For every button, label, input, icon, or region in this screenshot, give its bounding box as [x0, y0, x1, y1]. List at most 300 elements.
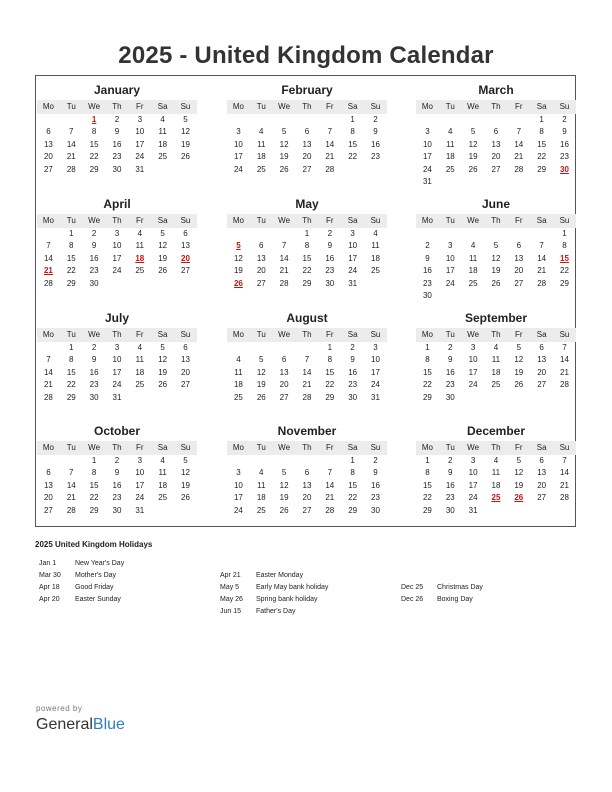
day-cell: 30 [89, 392, 99, 402]
empty-day-cell [250, 114, 273, 126]
day-cell: 8 [562, 241, 567, 251]
day-cell: 3 [137, 456, 143, 465]
day-cell: 28 [66, 505, 76, 515]
day-cell: 10 [445, 253, 455, 263]
day-cell: 5 [516, 456, 522, 465]
day-cell: 6 [183, 343, 188, 352]
day-cell: 2 [562, 115, 567, 124]
day-cell: 16 [560, 139, 569, 149]
weekday-label: Fr [136, 330, 144, 339]
day-cell: 20 [302, 493, 312, 503]
calendar-grid [35, 75, 576, 527]
week-row [227, 367, 387, 379]
day-cell: 10 [112, 355, 122, 365]
weekday-label: Mo [421, 102, 433, 111]
week-row [37, 114, 197, 126]
day-cell: 25 [256, 505, 266, 515]
week-row [227, 164, 387, 176]
weekday-label: Th [112, 443, 122, 452]
week-row [416, 480, 576, 492]
week-row [416, 290, 576, 302]
day-cell: 18 [371, 253, 380, 263]
day-cell: 16 [89, 253, 99, 263]
day-cell: 27 [279, 392, 289, 402]
day-cell: 19 [514, 367, 524, 377]
weekday-label: Fr [515, 102, 523, 111]
day-cell: 13 [181, 241, 190, 251]
weekday-label: Su [370, 330, 381, 339]
empty-day-cell [507, 392, 530, 404]
day-cell: 7 [69, 468, 74, 478]
day-cell: 21 [279, 266, 289, 276]
month-name: September [464, 311, 528, 325]
empty-day-cell [439, 228, 462, 240]
day-cell: 19 [256, 380, 266, 390]
day-cell: 21 [43, 266, 53, 276]
day-cell: 5 [470, 127, 476, 137]
day-cell: 2 [91, 229, 97, 238]
day-cell: 21 [514, 152, 524, 162]
weekday-label: Sa [536, 216, 547, 225]
empty-day-cell [227, 114, 250, 126]
day-cell: 11 [446, 139, 455, 149]
week-row [227, 278, 387, 290]
day-cell: 9 [448, 468, 453, 478]
week-row [416, 505, 576, 517]
week-row [37, 505, 197, 517]
weekday-label: Tu [256, 102, 266, 111]
day-cell: 12 [158, 355, 168, 365]
day-cell: 19 [233, 266, 243, 276]
day-cell: 8 [425, 355, 430, 365]
day-cell: 13 [181, 355, 190, 365]
day-cell: 2 [91, 343, 97, 352]
day-cell: 9 [114, 468, 120, 478]
day-cell: 23 [348, 380, 358, 390]
empty-day-cell [530, 228, 553, 240]
powered-by-label: powered by [36, 704, 83, 713]
empty-day-cell [341, 164, 364, 176]
day-cell: 15 [348, 139, 358, 149]
day-cell: 12 [181, 127, 190, 137]
weekday-label: Mo [42, 216, 54, 225]
day-cell: 16 [89, 367, 99, 377]
empty-day-cell [151, 392, 174, 404]
day-cell: 3 [425, 127, 430, 137]
weekday-label: Th [491, 216, 501, 225]
day-cell: 12 [233, 253, 243, 263]
empty-day-cell [416, 114, 439, 126]
day-cell: 27 [514, 278, 524, 288]
holiday-item [39, 570, 124, 582]
month-april [37, 194, 197, 290]
week-row [227, 392, 387, 404]
day-cell: 2 [350, 343, 355, 352]
day-cell: 22 [66, 380, 76, 390]
day-cell: 19 [181, 480, 190, 490]
day-cell: 8 [304, 241, 310, 251]
weekday-label: We [467, 102, 480, 111]
day-cell: 17 [445, 266, 455, 276]
day-cell: 16 [445, 480, 455, 490]
day-cell: 9 [562, 127, 567, 137]
weekday-label: Sa [536, 330, 547, 339]
holiday-name: Early May bank holiday [256, 584, 329, 591]
day-cell: 7 [304, 355, 310, 365]
empty-day-cell [37, 342, 60, 354]
day-cell: 5 [160, 229, 165, 238]
day-cell: 29 [422, 505, 432, 515]
day-cell: 30 [445, 392, 455, 402]
day-cell: 10 [468, 468, 478, 478]
day-cell: 30 [560, 164, 569, 174]
day-cell: 1 [91, 456, 97, 465]
holiday-column [39, 558, 124, 606]
day-cell: 26 [491, 278, 501, 288]
empty-day-cell [174, 278, 197, 290]
day-cell: 22 [560, 266, 569, 276]
day-cell: 17 [422, 152, 432, 162]
day-cell: 30 [422, 290, 432, 300]
day-cell: 25 [135, 266, 145, 276]
month-august [227, 308, 387, 404]
day-cell: 21 [66, 493, 76, 503]
holiday-item [39, 582, 124, 594]
week-row [416, 240, 576, 252]
day-cell: 7 [46, 241, 51, 251]
weekday-label: Sa [347, 443, 358, 452]
day-cell: 23 [371, 493, 380, 503]
holiday-name: Christmas Day [437, 584, 483, 591]
day-cell: 26 [256, 392, 266, 402]
holidays-heading: 2025 United Kingdom Holidays [35, 540, 153, 549]
month-june [416, 194, 576, 302]
empty-day-cell [416, 228, 439, 240]
day-cell: 13 [302, 139, 312, 149]
day-cell: 15 [89, 139, 99, 149]
day-cell: 6 [46, 468, 51, 478]
brand-blue: Blue [92, 716, 125, 733]
empty-day-cell [318, 455, 341, 467]
day-cell: 15 [537, 139, 547, 149]
weekday-label: Th [302, 216, 312, 225]
empty-day-cell [37, 228, 60, 240]
day-cell: 4 [448, 127, 453, 137]
empty-day-cell [227, 228, 250, 240]
holiday-date: Apr 20 [39, 596, 60, 603]
day-cell: 19 [279, 152, 289, 162]
weekday-label: Fr [326, 216, 334, 225]
day-cell: 23 [422, 278, 432, 288]
day-cell: 13 [256, 253, 266, 263]
day-cell: 15 [422, 480, 432, 490]
weekday-label: Mo [232, 330, 244, 339]
day-cell: 23 [89, 380, 99, 390]
day-cell: 29 [537, 164, 547, 174]
day-cell: 13 [491, 139, 501, 149]
day-cell: 21 [537, 266, 547, 276]
month-name: April [103, 197, 131, 211]
weekday-label: We [88, 443, 101, 452]
day-cell: 8 [91, 127, 97, 137]
week-row [416, 176, 576, 188]
week-row [37, 392, 197, 404]
day-cell: 28 [560, 380, 569, 390]
day-cell: 26 [514, 380, 524, 390]
weekday-header [416, 100, 576, 114]
day-cell: 22 [348, 493, 358, 503]
empty-day-cell [151, 278, 174, 290]
week-row [416, 151, 576, 163]
day-cell: 28 [43, 278, 53, 288]
holiday-item [39, 558, 124, 570]
empty-day-cell [462, 114, 485, 126]
day-cell: 13 [279, 367, 289, 377]
day-cell: 17 [371, 367, 380, 377]
day-cell: 26 [158, 266, 168, 276]
holiday-item [220, 594, 328, 606]
day-cell: 3 [448, 241, 453, 251]
empty-day-cell [364, 278, 387, 290]
weekday-label: We [278, 443, 291, 452]
day-cell: 3 [236, 127, 241, 137]
day-cell: 13 [514, 253, 524, 263]
empty-day-cell [462, 176, 485, 188]
day-cell: 15 [302, 253, 312, 263]
day-cell: 24 [112, 266, 122, 276]
day-cell: 20 [302, 152, 312, 162]
week-row [227, 126, 387, 138]
weekday-label: Sa [157, 102, 168, 111]
weekday-label: We [467, 443, 480, 452]
day-cell: 27 [43, 505, 53, 515]
weekday-label: Sa [347, 216, 358, 225]
day-cell: 15 [325, 367, 335, 377]
day-cell: 29 [560, 278, 569, 288]
day-cell: 29 [66, 392, 76, 402]
week-row [37, 278, 197, 290]
weekday-label: Fr [326, 102, 334, 111]
week-row [37, 164, 197, 176]
week-row [37, 265, 197, 277]
day-cell: 11 [158, 468, 167, 478]
weekday-header [227, 100, 387, 114]
weekday-label: Sa [536, 443, 547, 452]
week-row [227, 467, 387, 479]
day-cell: 30 [445, 505, 455, 515]
day-cell: 9 [448, 355, 453, 365]
day-cell: 1 [350, 115, 355, 124]
day-cell: 7 [516, 127, 522, 137]
day-cell: 13 [537, 468, 547, 478]
empty-day-cell [553, 505, 576, 517]
weekday-label: Tu [445, 443, 455, 452]
day-cell: 26 [181, 493, 190, 503]
weekday-label: Mo [42, 443, 54, 452]
day-cell: 21 [43, 380, 53, 390]
weekday-header [227, 214, 387, 228]
empty-day-cell [273, 114, 296, 126]
day-cell: 8 [327, 355, 333, 365]
generalblue-logo[interactable] [36, 716, 125, 734]
day-cell: 15 [422, 367, 432, 377]
day-cell: 22 [422, 380, 432, 390]
day-cell: 6 [539, 343, 544, 352]
day-cell: 29 [89, 164, 99, 174]
day-cell: 16 [325, 253, 335, 263]
day-cell: 29 [66, 278, 76, 288]
day-cell: 8 [69, 355, 74, 365]
week-row [227, 265, 387, 277]
day-cell: 10 [422, 139, 432, 149]
day-cell: 8 [350, 468, 355, 478]
empty-day-cell [553, 290, 576, 302]
day-cell: 25 [491, 380, 501, 390]
weekday-label: Su [370, 443, 381, 452]
weekday-label: Mo [421, 443, 433, 452]
day-cell: 5 [183, 115, 188, 124]
day-cell: 29 [348, 505, 358, 515]
day-cell: 20 [537, 367, 547, 377]
day-cell: 30 [348, 392, 358, 402]
day-cell: 14 [66, 139, 76, 149]
weekday-label: Th [112, 216, 122, 225]
month-name: May [295, 197, 319, 211]
day-cell: 28 [560, 493, 569, 503]
day-cell: 23 [371, 152, 380, 162]
day-cell: 1 [350, 456, 355, 465]
day-cell: 31 [422, 176, 432, 186]
day-cell: 1 [425, 456, 430, 465]
holiday-date: Dec 25 [401, 584, 424, 591]
weekday-label: Su [559, 443, 570, 452]
weekday-header [416, 441, 576, 455]
day-cell: 5 [281, 468, 287, 478]
month-name: June [481, 197, 510, 211]
day-cell: 24 [112, 380, 122, 390]
day-cell: 21 [66, 152, 76, 162]
day-cell: 1 [69, 229, 74, 238]
week-row [227, 492, 387, 504]
day-cell: 22 [422, 493, 432, 503]
day-cell: 14 [66, 480, 76, 490]
day-cell: 26 [233, 278, 243, 288]
day-cell: 25 [158, 152, 168, 162]
empty-day-cell [151, 505, 174, 517]
week-row [227, 228, 387, 240]
day-cell: 28 [537, 278, 547, 288]
empty-day-cell [507, 290, 530, 302]
day-cell: 7 [562, 343, 567, 352]
week-row [37, 139, 197, 151]
day-cell: 4 [493, 343, 499, 352]
day-cell: 25 [445, 164, 455, 174]
day-cell: 18 [491, 367, 501, 377]
weekday-label: Th [112, 102, 122, 111]
weekday-header [37, 100, 197, 114]
empty-day-cell [530, 176, 553, 188]
week-row [416, 379, 576, 391]
weekday-label: Su [180, 216, 191, 225]
empty-day-cell [37, 114, 60, 126]
day-cell: 16 [112, 480, 122, 490]
day-cell: 14 [43, 253, 53, 263]
weekday-label: Fr [515, 330, 523, 339]
weekday-label: Th [302, 330, 312, 339]
day-cell: 18 [158, 139, 168, 149]
day-cell: 19 [279, 493, 289, 503]
day-cell: 15 [560, 253, 569, 263]
day-cell: 21 [560, 480, 569, 490]
day-cell: 29 [89, 505, 99, 515]
day-cell: 20 [43, 152, 53, 162]
day-cell: 28 [325, 164, 335, 174]
day-cell: 8 [425, 468, 430, 478]
day-cell: 3 [114, 229, 120, 238]
week-row [227, 455, 387, 467]
day-cell: 16 [445, 367, 455, 377]
day-cell: 29 [325, 392, 335, 402]
empty-day-cell [128, 392, 151, 404]
day-cell: 23 [560, 152, 569, 162]
day-cell: 9 [114, 127, 120, 137]
day-cell: 18 [233, 380, 243, 390]
month-name: December [466, 424, 526, 438]
day-cell: 15 [66, 367, 76, 377]
day-cell: 4 [259, 468, 264, 478]
day-cell: 11 [234, 367, 243, 377]
weekday-label: Su [370, 216, 381, 225]
empty-day-cell [174, 392, 197, 404]
week-row [37, 455, 197, 467]
day-cell: 12 [514, 468, 524, 478]
week-row [416, 265, 576, 277]
weekday-label: Tu [445, 216, 455, 225]
day-cell: 29 [422, 392, 432, 402]
weekday-label: Tu [66, 443, 76, 452]
day-cell: 4 [259, 127, 264, 137]
weekday-label: Mo [421, 216, 433, 225]
day-cell: 26 [279, 164, 289, 174]
day-cell: 9 [91, 355, 97, 365]
day-cell: 9 [350, 355, 355, 365]
day-cell: 6 [539, 456, 544, 465]
holiday-column [401, 582, 483, 606]
day-cell: 28 [43, 392, 53, 402]
empty-day-cell [227, 342, 250, 354]
weekday-label: Th [302, 102, 312, 111]
week-row [37, 379, 197, 391]
day-cell: 30 [89, 278, 99, 288]
day-cell: 13 [302, 480, 312, 490]
empty-day-cell [530, 290, 553, 302]
day-cell: 14 [560, 355, 569, 365]
day-cell: 9 [373, 127, 378, 137]
day-cell: 20 [43, 493, 53, 503]
day-cell: 25 [233, 392, 243, 402]
empty-day-cell [37, 455, 60, 467]
weekday-label: We [278, 330, 291, 339]
day-cell: 18 [468, 266, 478, 276]
empty-day-cell [485, 505, 508, 517]
weekday-label: Mo [232, 443, 244, 452]
day-cell: 19 [158, 367, 168, 377]
day-cell: 6 [304, 127, 310, 137]
weekday-label: Tu [66, 330, 76, 339]
day-cell: 24 [468, 493, 478, 503]
empty-day-cell [485, 228, 508, 240]
day-cell: 1 [69, 343, 74, 352]
